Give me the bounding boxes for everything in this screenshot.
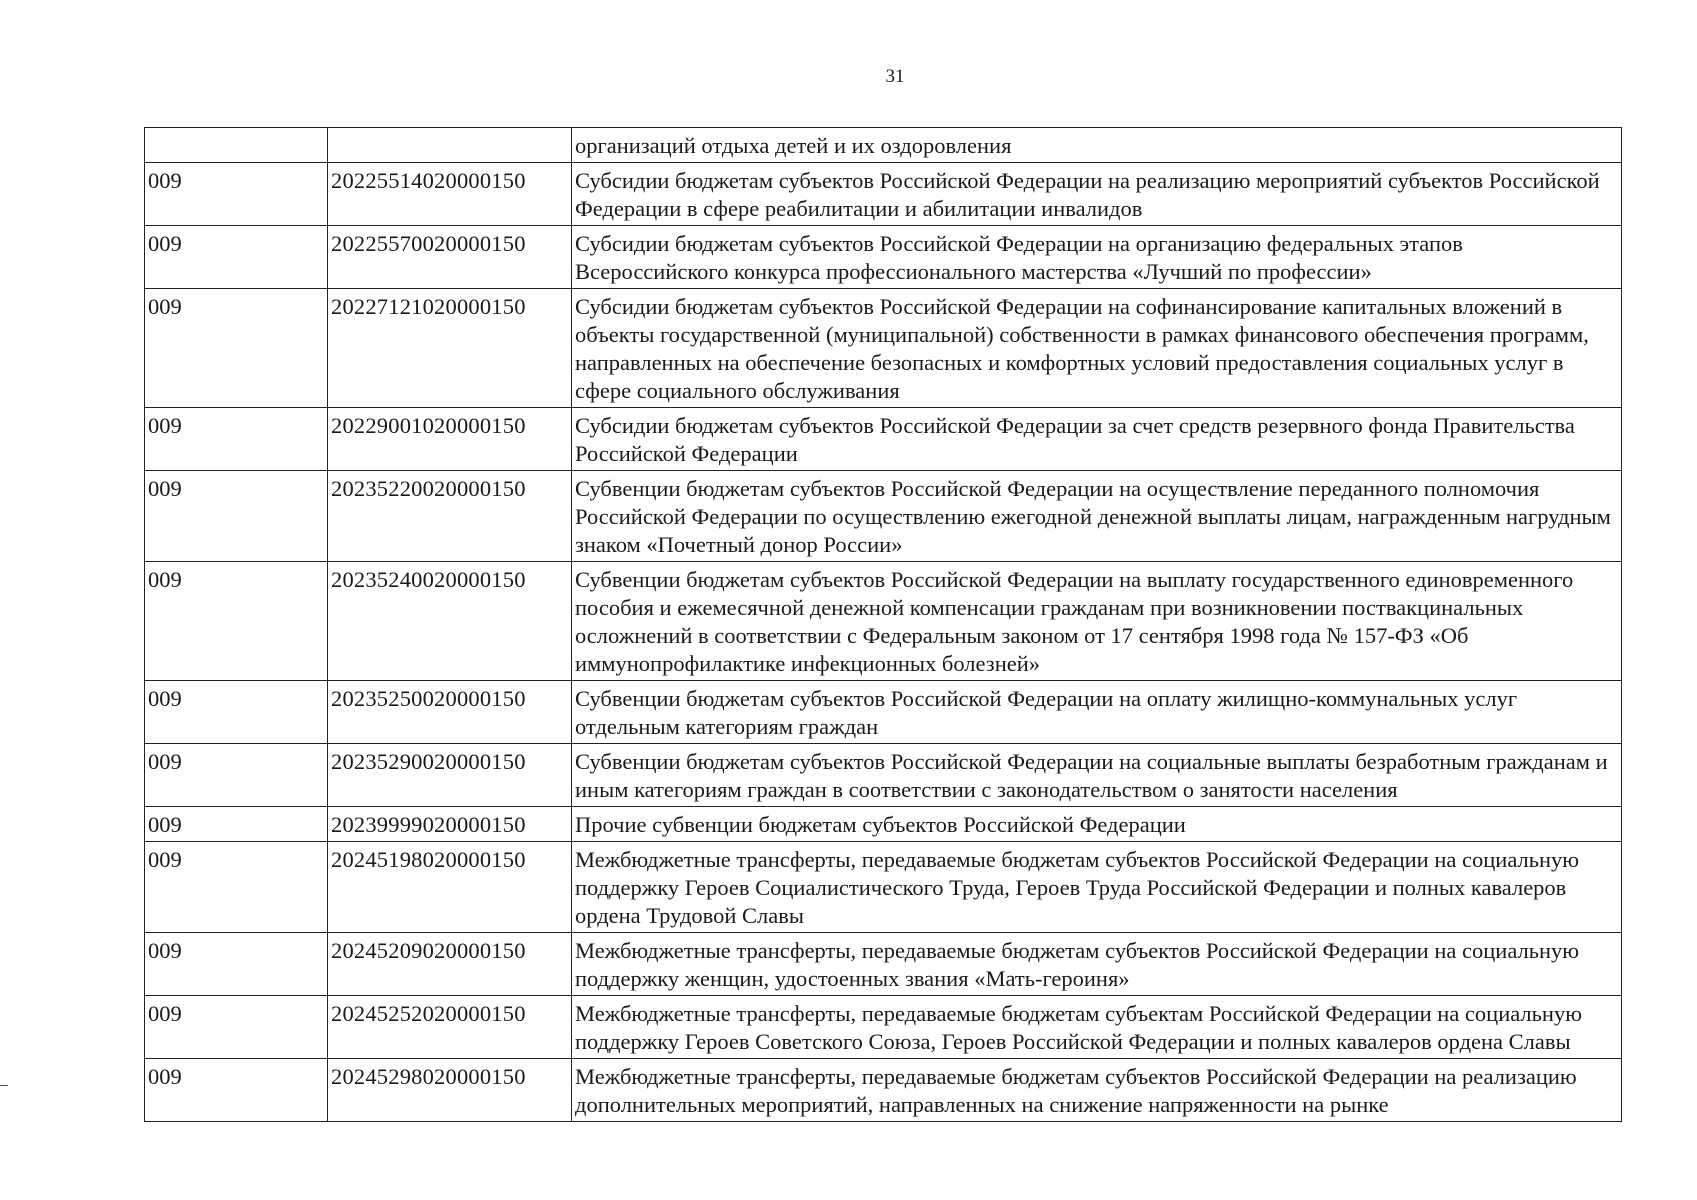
budget-code-cell: 20235250020000150 xyxy=(328,681,572,744)
table-row xyxy=(145,163,1622,226)
revenue-codes-table-wrap xyxy=(144,127,1622,1122)
admin-code-cell: 009 xyxy=(145,996,328,1059)
admin-code-cell: 009 xyxy=(145,1059,328,1122)
admin-code-cell: 009 xyxy=(145,408,328,471)
revenue-name-cell: Межбюджетные трансферты, передаваемые бюджетам субъектов Российской Федерации на реализацию дополнительных мероприятий, направленных на снижение напряженности на рынке xyxy=(572,1059,1622,1122)
admin-code-cell: 009 xyxy=(145,562,328,681)
budget-code-cell: 20239999020000150 xyxy=(328,807,572,842)
table-row xyxy=(145,807,1622,842)
admin-code-cell: 009 xyxy=(145,226,328,289)
admin-code-cell: 009 xyxy=(145,163,328,226)
revenue-name-cell: Субвенции бюджетам субъектов Российской Федерации на оплату жилищно-коммунальных услуг отдельным категориям граждан xyxy=(572,681,1622,744)
scan-edge-mark xyxy=(0,1085,8,1100)
admin-code-cell: 009 xyxy=(145,471,328,562)
revenue-name-cell: Субсидии бюджетам субъектов Российской Федерации на организацию федеральных этапов Всероссийского конкурса профессионального мастерства «Лучший по профессии» xyxy=(572,226,1622,289)
table-row xyxy=(145,744,1622,807)
revenue-name-cell: Межбюджетные трансферты, передаваемые бюджетам субъектов Российской Федерации на социальную поддержку Героев Социалистического Труда, Героев Труда Российской Федерации и полных кавалеров ордена Трудовой Славы xyxy=(572,842,1622,933)
admin-code-cell: 009 xyxy=(145,807,328,842)
revenue-name-cell: Субсидии бюджетам субъектов Российской Федерации на софинансирование капитальных вложений в объекты государственной (муниципальной) собственности в рамках финансового обеспечения программ, направленных на обеспечение безопасных и комфортных условий предоставления социальных услуг в сфере социального обслуживания xyxy=(572,289,1622,408)
budget-code-cell: 20245252020000150 xyxy=(328,996,572,1059)
budget-code-cell: 20235240020000150 xyxy=(328,562,572,681)
revenue-name-cell: Межбюджетные трансферты, передаваемые бюджетам субъектам Российской Федерации на социальную поддержку Героев Советского Союза, Героев Российской Федерации и полных кавалеров ордена Славы xyxy=(572,996,1622,1059)
revenue-name-cell: Субвенции бюджетам субъектов Российской Федерации на осуществление переданного полномочия Российской Федерации по осуществлению ежегодной денежной выплаты лицам, награжденным нагрудным знаком «Почетный донор России» xyxy=(572,471,1622,562)
table-row xyxy=(145,681,1622,744)
budget-code-cell: 20245209020000150 xyxy=(328,933,572,996)
table-row xyxy=(145,408,1622,471)
budget-code-cell: 20235220020000150 xyxy=(328,471,572,562)
revenue-name-cell: Субвенции бюджетам субъектов Российской Федерации на выплату государственного единовременного пособия и ежемесячной денежной компенсации гражданам при возникновении поствакцинальных осложнений в соответствии с Федеральным законом от 17 сентября 1998 года № 157-ФЗ «Об иммунопрофилактике инфекционных болезней» xyxy=(572,562,1622,681)
admin-code-cell: 009 xyxy=(145,289,328,408)
table-row xyxy=(145,562,1622,681)
revenue-name-cell: Межбюджетные трансферты, передаваемые бюджетам субъектов Российской Федерации на социальную поддержку женщин, удостоенных звания «Мать-героиня» xyxy=(572,933,1622,996)
budget-code-cell: 20227121020000150 xyxy=(328,289,572,408)
admin-code-cell: 009 xyxy=(145,933,328,996)
table-row xyxy=(145,226,1622,289)
table-row xyxy=(145,842,1622,933)
revenue-name-cell: Субсидии бюджетам субъектов Российской Федерации за счет средств резервного фонда Правительства Российской Федерации xyxy=(572,408,1622,471)
budget-code-cell: 20225570020000150 xyxy=(328,226,572,289)
revenue-name-cell: Субсидии бюджетам субъектов Российской Федерации на реализацию мероприятий субъектов Российской Федерации в сфере реабилитации и абилитации инвалидов xyxy=(572,163,1622,226)
admin-code-cell: 009 xyxy=(145,744,328,807)
budget-code-cell: 20245198020000150 xyxy=(328,842,572,933)
table-row xyxy=(145,289,1622,408)
table-row xyxy=(145,996,1622,1059)
budget-code-cell: 20235290020000150 xyxy=(328,744,572,807)
admin-code-cell: 009 xyxy=(145,681,328,744)
revenue-name-cell: Субвенции бюджетам субъектов Российской Федерации на социальные выплаты безработным гражданам и иным категориям граждан в соответствии с законодательством о занятости населения xyxy=(572,744,1622,807)
budget-code-cell: 20225514020000150 xyxy=(328,163,572,226)
table-row xyxy=(145,933,1622,996)
budget-code-cell: 20245298020000150 xyxy=(328,1059,572,1122)
admin-code-cell: 009 xyxy=(145,842,328,933)
revenue-codes-table xyxy=(144,127,1622,1122)
table-row xyxy=(145,471,1622,562)
budget-code-cell xyxy=(328,128,572,163)
admin-code-cell xyxy=(145,128,328,163)
revenue-name-cell: Прочие субвенции бюджетам субъектов Российской Федерации xyxy=(572,807,1622,842)
revenue-name-cell: организаций отдыха детей и их оздоровления xyxy=(572,128,1622,163)
budget-code-cell: 20229001020000150 xyxy=(328,408,572,471)
table-row xyxy=(145,128,1622,163)
table-row xyxy=(145,1059,1622,1122)
page-number: 31 xyxy=(885,66,905,87)
